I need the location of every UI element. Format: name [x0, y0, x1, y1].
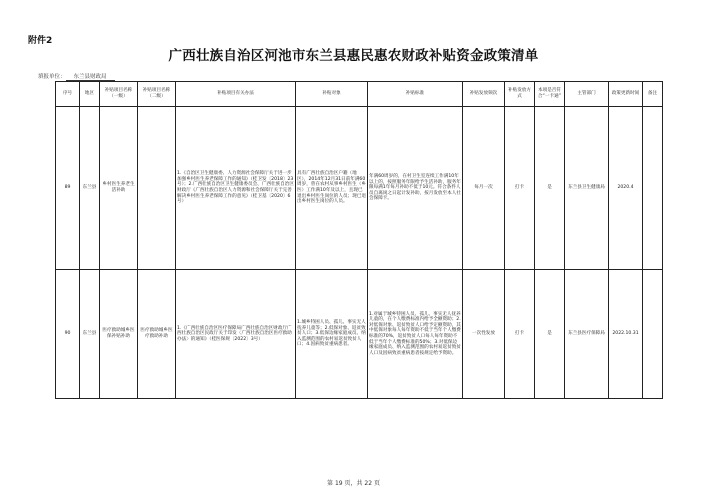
- cell-department: 东兰县卫生健康局: [565, 107, 609, 270]
- cell-update: 2022.10.31: [609, 270, 643, 399]
- col-header-standard: 补贴标准: [368, 82, 463, 107]
- cell-frequency: 每月一次: [463, 107, 505, 270]
- cell-standard: 1.对属于城乡特困人员、孤儿、事实无人抚养儿童的，在个人缴费标准内给予全额资助；2.对低保对象、返贫致贫人口给予定额资助，其中低保对象每人每年资助不低于当年个人缴费标准的70%，返贫致贫人口每人每年资助不低于当年个人缴费标准的50%；3.对低保边缘家庭成员、纳入监测范围的农村易返贫致贫人口及因病致贫重病患者按规定给予资助。: [368, 270, 463, 399]
- col-header-update: 政策更新时间: [609, 82, 643, 107]
- cell-level1: 医疗救助城乡医保补贴补助: [100, 270, 138, 399]
- col-header-frequency: 补贴发放频次: [463, 82, 505, 107]
- cell-level2: [138, 107, 176, 270]
- reporting-unit-value: 东兰县财政局: [66, 74, 115, 81]
- cell-methods: 1.《广西壮族自治区医疗保障局广西壮族自治区财政厅广西壮族自治区民政厅关于印发〈广西壮族自治区医疗救助办法〉的通知》（桂医保规〔2022〕3号）: [176, 270, 296, 399]
- cell-target: 具有广西壮族自治区户籍（地区），2014年12月31日前年满60周岁，曾在农村从事乡村医生（乡医）工作满10年及以上，且现已退出乡村医生岗位的人员；现已退出乡村医生岗位的人员。: [296, 107, 368, 270]
- cell-no: 90: [56, 270, 80, 399]
- reporting-unit: [38, 72, 115, 80]
- cell-region: 东兰县: [80, 270, 100, 399]
- subsidy-table: [55, 81, 663, 399]
- cell-method: 打卡: [505, 107, 535, 270]
- cell-frequency: 一次性发放: [463, 270, 505, 399]
- col-header-methods: 补贴项目有关办法: [176, 82, 296, 107]
- table-row: [56, 270, 663, 399]
- cell-no: 89: [56, 107, 80, 270]
- col-header-method: 补贴发放方式: [505, 82, 535, 107]
- cell-remark: [643, 270, 663, 399]
- cell-level1: 乡村医生养老生活补助: [100, 107, 138, 270]
- document-title: 广西壮族自治区河池市东兰县惠民惠农财政补贴资金政策清单: [168, 48, 539, 64]
- cell-method: 打卡: [505, 270, 535, 399]
- cell-update: 2020.4: [609, 107, 643, 270]
- col-header-target: 补贴对象: [296, 82, 368, 107]
- col-header-card: 本项是否符合“一卡通”: [535, 82, 565, 107]
- table-row: [56, 107, 663, 270]
- col-header-no: 序号: [56, 82, 80, 107]
- cell-card: 是: [535, 270, 565, 399]
- table-header-row: [56, 82, 663, 107]
- col-header-level2: 补贴项目名称（二级）: [138, 82, 176, 107]
- attachment-label: 附件2: [28, 36, 53, 46]
- col-header-level1: 补贴项目名称（一级）: [100, 82, 138, 107]
- cell-target: 1.城乡特困人员、孤儿、事实无人抚养儿童等；2.低保对象、返贫致贫人口；3.低保边缘家庭成员、纳入监测范围的农村易返贫致贫人口；4.因病致贫重病患者。: [296, 270, 368, 399]
- col-header-department: 主管部门: [565, 82, 609, 107]
- cell-remark: [643, 107, 663, 270]
- reporting-unit-label: 填报单位：: [38, 74, 66, 80]
- cell-region: 东兰县: [80, 107, 100, 270]
- page-footer: 第 19 页，共 22 页: [327, 480, 380, 487]
- cell-card: 是: [535, 107, 565, 270]
- cell-methods: 1.《自治区卫生健康委、人力资源社会保障厅关于进一步加强乡村医生养老保障工作的通知》（桂卫发〔2018〕23号）；2.广西壮族自治区卫生健康委员会、广西壮族自治区财政厅《广西壮族自治区人力资源和社会保障厅关于完善解决乡村医生养老保障工作的意见》（桂卫基〔2020〕6号）: [176, 107, 296, 270]
- cell-standard: 年满60周岁的，在村卫生室连续工作满10年以上的，按照服务年限给予生活补助，服务年限每满1年每月补助不低于10元。符合条件人员自离岗之日起计发补助，按月发放至本人社会保障卡。: [368, 107, 463, 270]
- col-header-remark: 备注: [643, 82, 663, 107]
- cell-level2: 医疗救助城乡医疗救助补助: [138, 270, 176, 399]
- col-header-region: 地区: [80, 82, 100, 107]
- cell-department: 东兰县医疗保障局: [565, 270, 609, 399]
